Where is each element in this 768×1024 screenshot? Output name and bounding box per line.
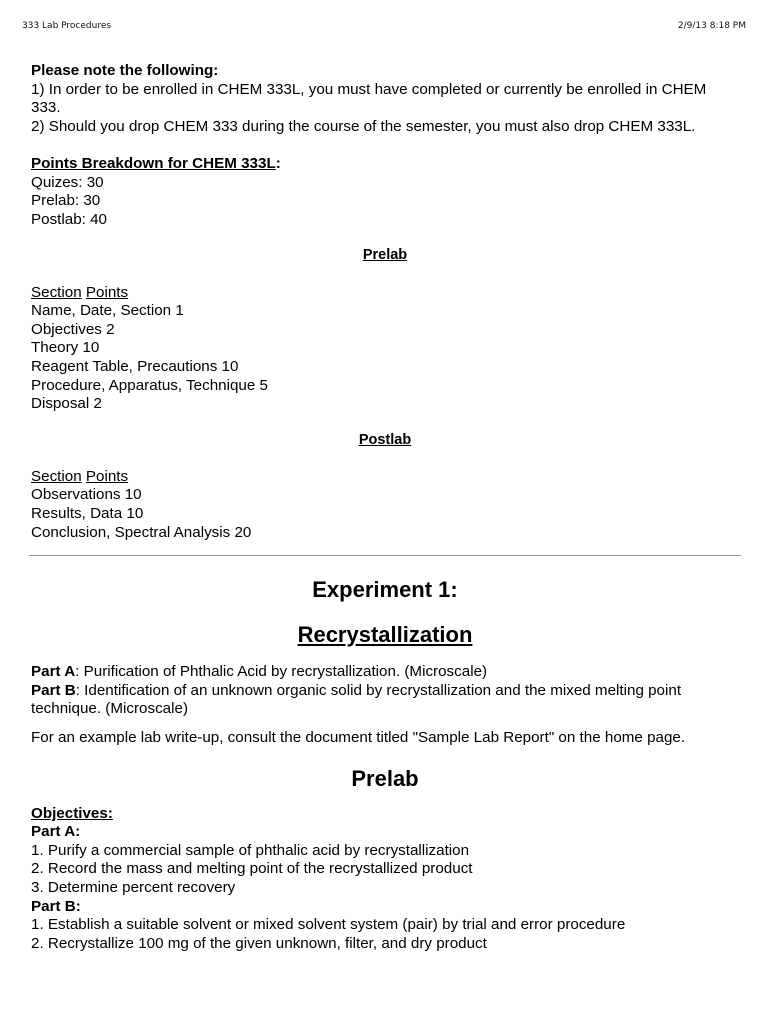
- postlab-row: Observations 10: [31, 486, 142, 504]
- prelab-table-header: [31, 284, 739, 303]
- prelab-table-heading: Prelab: [362, 247, 408, 264]
- prelab-row: Name, Date, Section 1: [31, 302, 184, 320]
- prelab-col-section: Section: [31, 283, 82, 301]
- note-item-2: 2) Should you drop CHEM 333 during the course of the semester, you must also drop CHEM 333L.: [31, 117, 696, 135]
- points-heading-text: Points Breakdown for CHEM 333L: [31, 154, 276, 172]
- document-title: 333 Lab Procedures: [22, 21, 112, 31]
- prelab-section-heading: Prelab: [351, 765, 419, 791]
- postlab-table-header: [31, 468, 739, 487]
- part-b-text: : Identification of an unknown organic solid by recrystallization and the mixed melting point technique. (Microscale): [31, 681, 682, 718]
- postlab-table-heading: Postlab: [358, 431, 412, 448]
- objectives-part-a-label: Part A:: [31, 823, 81, 841]
- prelab-col-points: Points: [85, 283, 129, 301]
- part-a-text: : Purification of Phthalic Acid by recrystallization. (Microscale): [75, 663, 488, 681]
- prelab-row: Reagent Table, Precautions 10: [31, 357, 239, 375]
- points-heading: [31, 155, 739, 174]
- prelab-row: Objectives 2: [31, 320, 115, 338]
- note-item-1: 1) In order to be enrolled in CHEM 333L, you must have completed or currently be enrolled in CHEM 333.: [31, 80, 707, 117]
- objective-item: 2. Recrystallize 100 mg of the given unknown, filter, and dry product: [31, 934, 487, 952]
- points-item-postlab: Postlab: 40: [31, 210, 107, 228]
- postlab-col-points: Points: [85, 467, 129, 485]
- prelab-row: Theory 10: [31, 339, 100, 357]
- part-b-description: [31, 682, 739, 719]
- postlab-col-section: Section: [31, 467, 82, 485]
- prelab-row: Disposal 2: [31, 395, 102, 413]
- objectives-label: Objectives:: [31, 804, 113, 822]
- part-a-label: Part A: [31, 663, 76, 681]
- part-b-label: Part B: [31, 681, 76, 699]
- objective-item: 2. Record the mass and melting point of the recrystallized product: [31, 860, 473, 878]
- objective-item: 3. Determine percent recovery: [31, 879, 236, 896]
- note-heading: Please note the following:: [31, 62, 219, 79]
- points-heading-colon: :: [275, 154, 281, 172]
- prelab-row: Procedure, Apparatus, Technique 5: [31, 376, 268, 394]
- document-body: [31, 62, 739, 953]
- part-a-description: [31, 663, 739, 682]
- section-divider: [29, 555, 741, 556]
- postlab-row: Results, Data 10: [31, 505, 144, 523]
- example-note: For an example lab write-up, consult the document titled "Sample Lab Report" on the home page.: [31, 729, 686, 747]
- points-item-quizes: Quizes: 30: [31, 173, 104, 191]
- experiment-subtitle: Recrystallization: [297, 622, 473, 648]
- objective-item: 1. Purify a commercial sample of phthalic acid by recrystallization: [31, 841, 470, 859]
- points-item-prelab: Prelab: 30: [31, 192, 101, 210]
- print-datetime: 2/9/13 8:18 PM: [677, 21, 746, 31]
- objective-item: 1. Establish a suitable solvent or mixed solvent system (pair) by trial and error procedure: [31, 916, 626, 934]
- experiment-title: Experiment 1:: [312, 577, 458, 603]
- print-header: [22, 21, 746, 35]
- objectives-part-b-label: Part B:: [31, 897, 81, 915]
- postlab-row: Conclusion, Spectral Analysis 20: [31, 523, 252, 541]
